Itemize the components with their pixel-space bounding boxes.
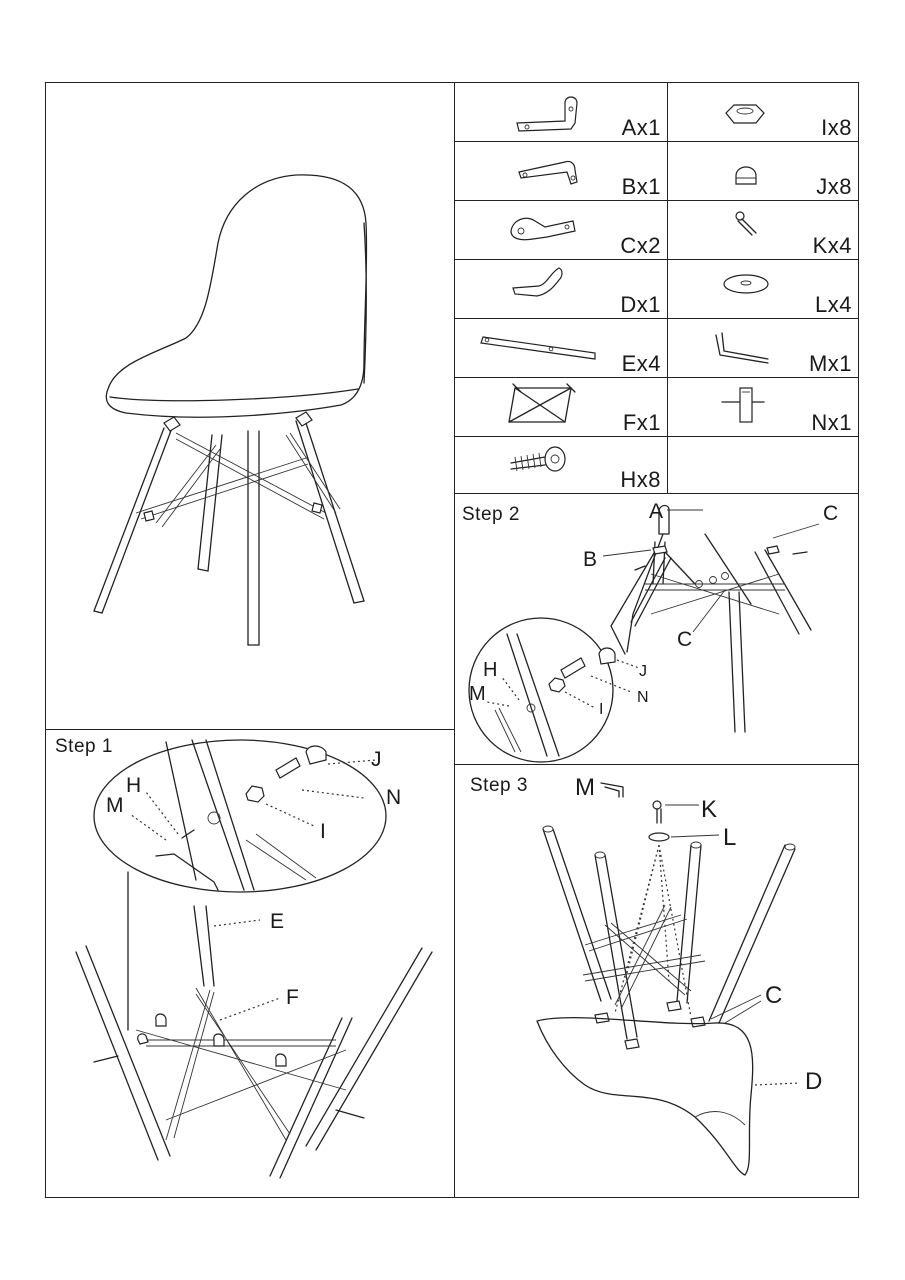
part-cell-empty <box>667 436 859 494</box>
step1-callout-f: F <box>286 986 299 1009</box>
part-label-f: Fx1 <box>622 410 661 435</box>
step3-callout-l: L <box>723 824 737 851</box>
part-label-j: Jx8 <box>816 174 852 199</box>
step2-callout-h: H <box>483 659 498 681</box>
step2-callout-b: B <box>583 548 598 571</box>
part-cell-l <box>667 259 859 319</box>
part-label-a: Ax1 <box>621 115 661 140</box>
step3-title: Step 3 <box>470 775 528 796</box>
part-label-b: Bx1 <box>621 174 661 199</box>
step1-callout-n: N <box>386 786 402 809</box>
step2-callout-j: J <box>639 663 647 680</box>
step3-callout-c: C <box>765 982 783 1009</box>
part-cell-m <box>667 318 859 378</box>
step3-callout-k: K <box>701 796 718 823</box>
step2-callout-c1: C <box>823 502 839 525</box>
part-cell-j <box>667 141 859 201</box>
part-cell-i <box>667 82 859 142</box>
part-cell-e <box>454 318 668 378</box>
step1-illustration <box>46 730 456 1199</box>
step3-callout-m: M <box>575 774 595 801</box>
part-cell-k <box>667 200 859 260</box>
part-cell-h <box>454 436 668 494</box>
step2-callout-c2: C <box>677 628 693 651</box>
part-cell-n <box>667 377 859 437</box>
step1-callout-h: H <box>126 774 142 797</box>
step1-callout-j: J <box>371 748 382 771</box>
part-label-n: Nx1 <box>811 410 852 435</box>
part-label-h: Hx8 <box>620 467 661 492</box>
part-label-c: Cx2 <box>620 233 661 258</box>
part-label-l: Lx4 <box>815 292 852 317</box>
part-label-i: Ix8 <box>821 115 852 140</box>
part-label-m: Mx1 <box>808 351 852 376</box>
step1-callout-e: E <box>270 910 285 933</box>
step2-title: Step 2 <box>462 504 520 525</box>
step2-illustration <box>455 494 860 766</box>
step3-illustration <box>455 765 860 1199</box>
part-label-e: Ex4 <box>621 351 661 376</box>
part-cell-c <box>454 200 668 260</box>
step2-panel <box>454 493 859 765</box>
step1-callout-i: I <box>320 820 326 843</box>
part-cell-f <box>454 377 668 437</box>
part-label-k: Kx4 <box>812 233 852 258</box>
step2-callout-a: A <box>649 500 664 523</box>
step1-title: Step 1 <box>55 736 113 757</box>
step3-panel <box>454 764 859 1198</box>
step2-callout-m: M <box>469 683 486 705</box>
chair-overview-panel <box>45 82 455 730</box>
step1-panel <box>45 729 455 1198</box>
part-cell-b <box>454 141 668 201</box>
step1-callout-m: M <box>106 794 124 817</box>
chair-illustration <box>46 83 456 731</box>
step2-callout-i: I <box>599 701 604 718</box>
part-label-d: Dx1 <box>620 292 661 317</box>
part-cell-d <box>454 259 668 319</box>
part-cell-a <box>454 82 668 142</box>
step2-callout-n: N <box>637 689 649 706</box>
step3-callout-d: D <box>805 1068 823 1095</box>
